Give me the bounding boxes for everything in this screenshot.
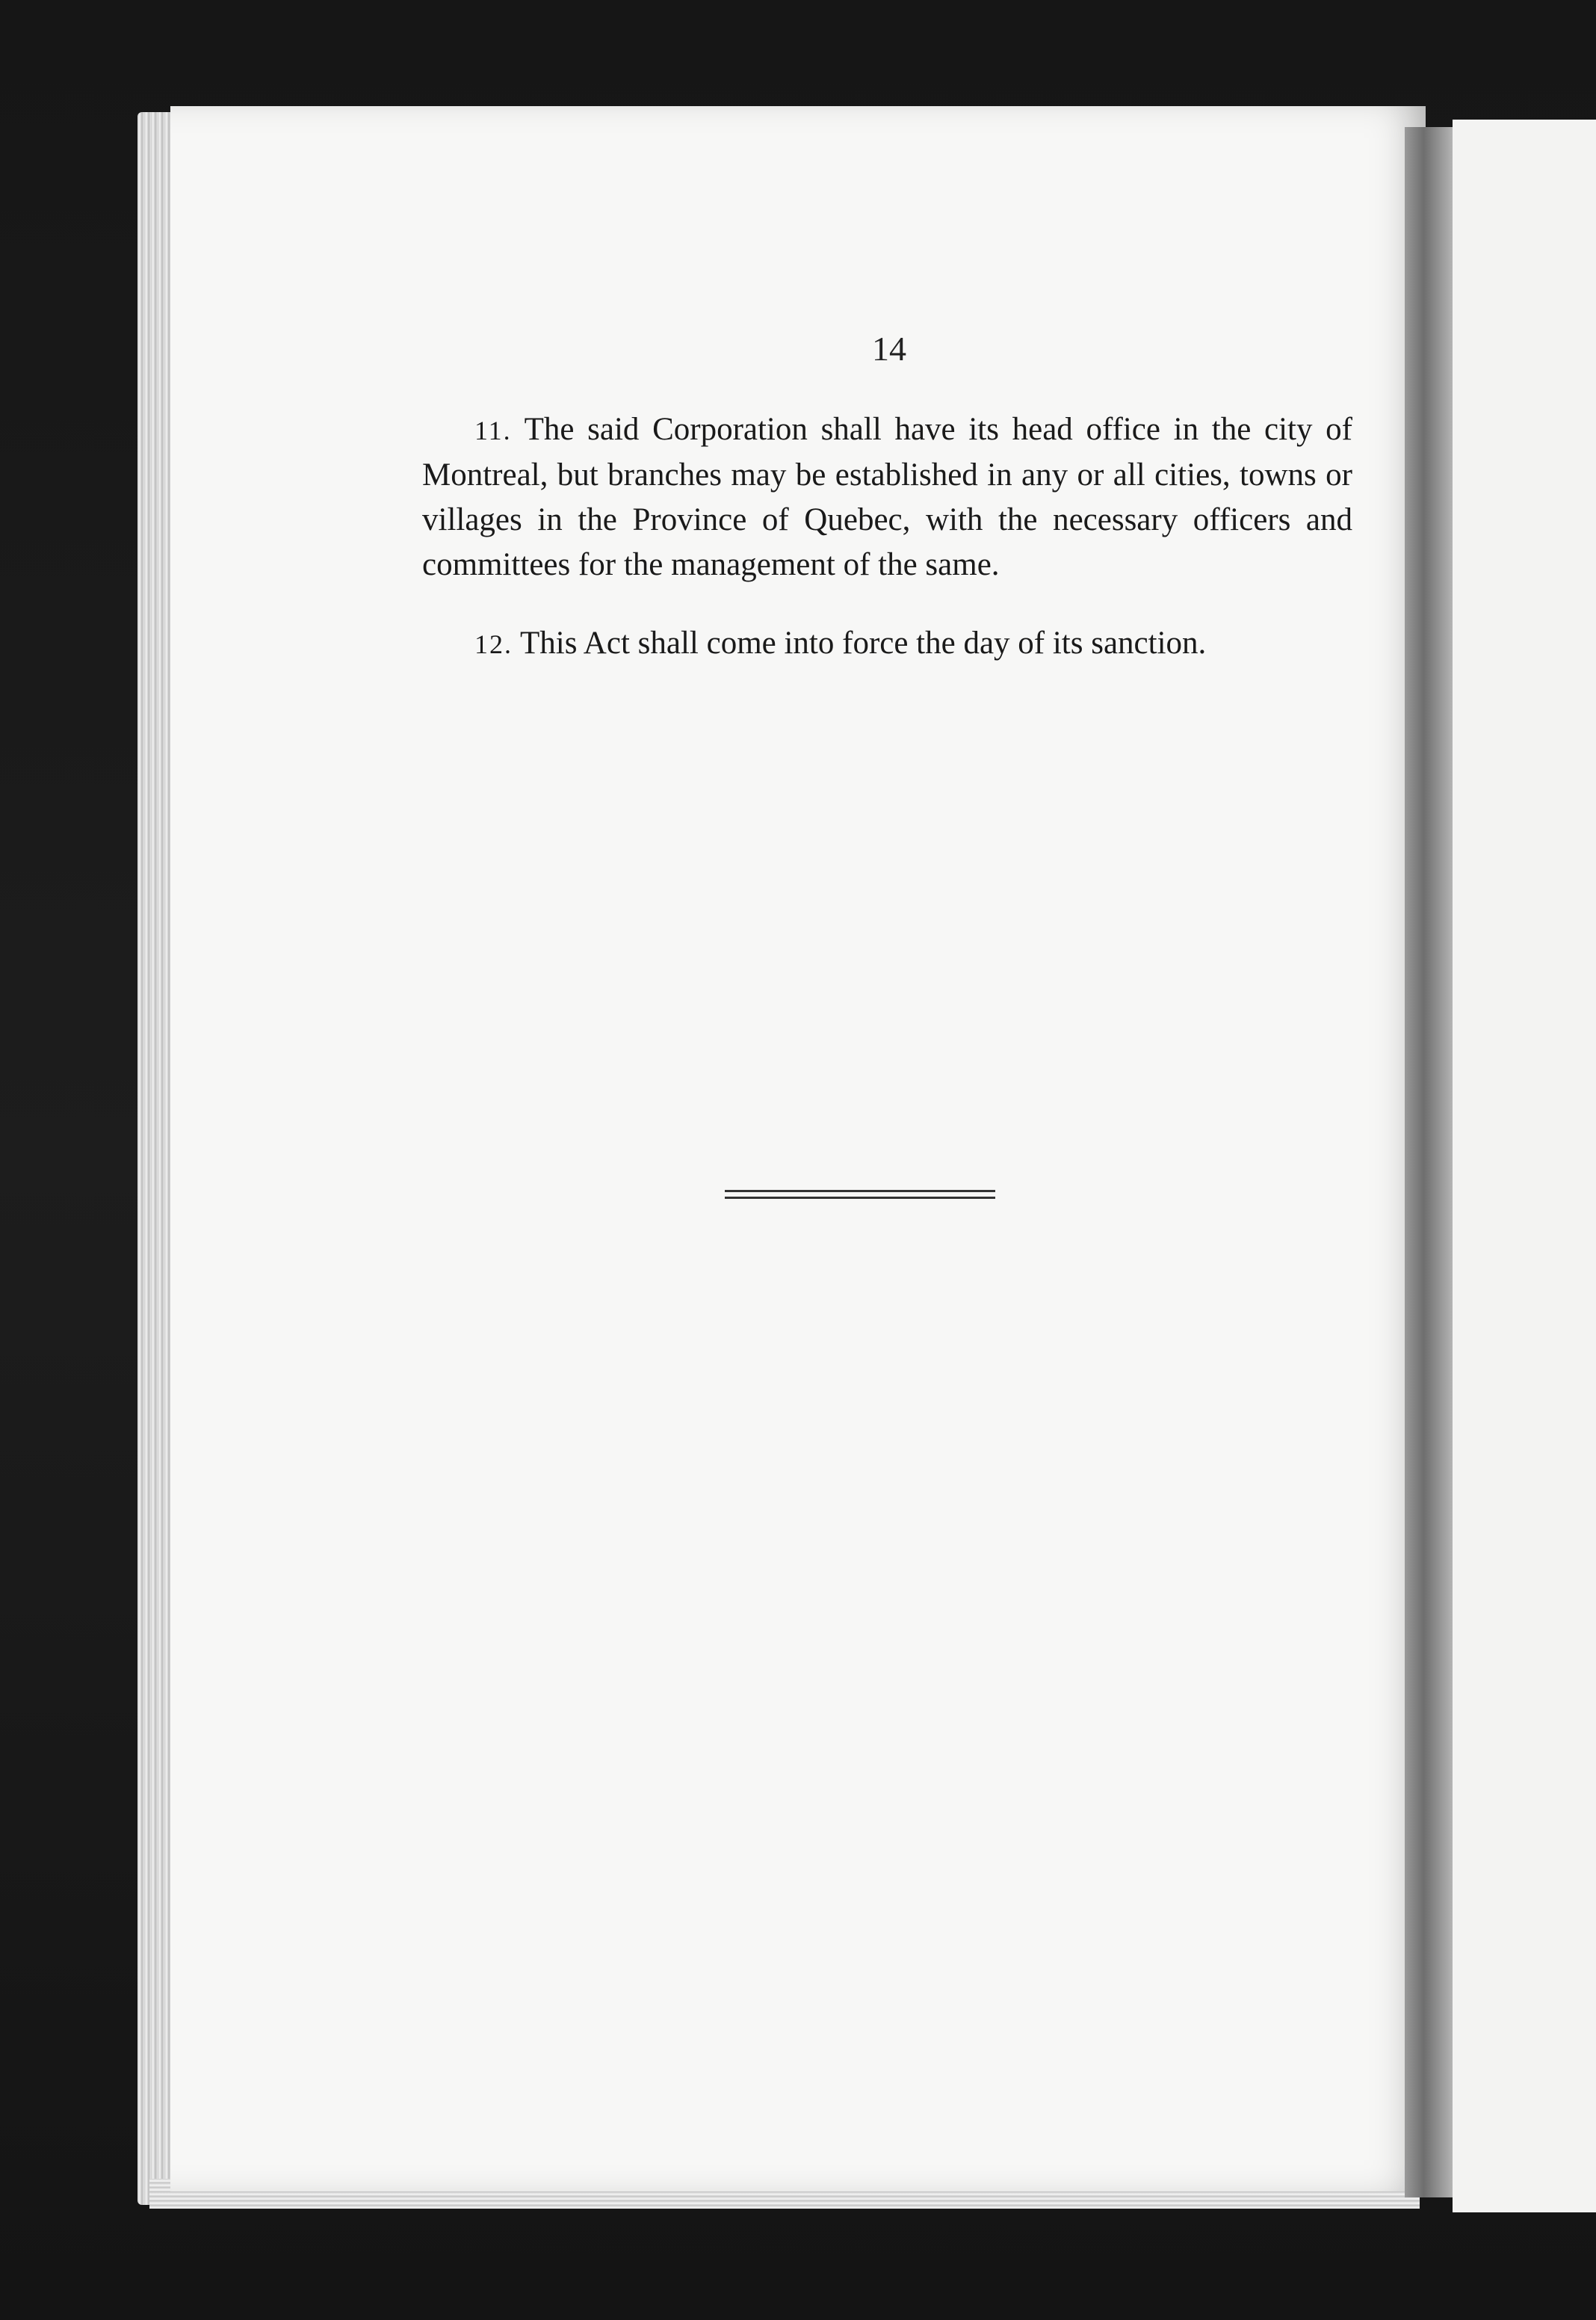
section-text: This Act shall come into force the day of its sanction.	[519, 626, 1207, 661]
section-text: The said Corporation shall have its head office in the city of Montreal, but branches may be established in any or all cities, towns or villages in the Province of Quebec, with the necessary officers and committees for the management of the same.	[422, 412, 1352, 582]
section-number: 11.	[474, 416, 512, 445]
divider-rule-top	[725, 1190, 995, 1192]
double-rule-divider	[725, 1190, 995, 1202]
statute-text	[422, 407, 1352, 700]
section-11	[422, 407, 1352, 587]
page-number: 14	[872, 330, 906, 368]
divider-rule-bottom	[725, 1197, 995, 1199]
section-12	[422, 621, 1352, 667]
book-gutter	[1405, 127, 1453, 2197]
section-number: 12.	[474, 629, 513, 659]
right-page	[1453, 120, 1596, 2212]
